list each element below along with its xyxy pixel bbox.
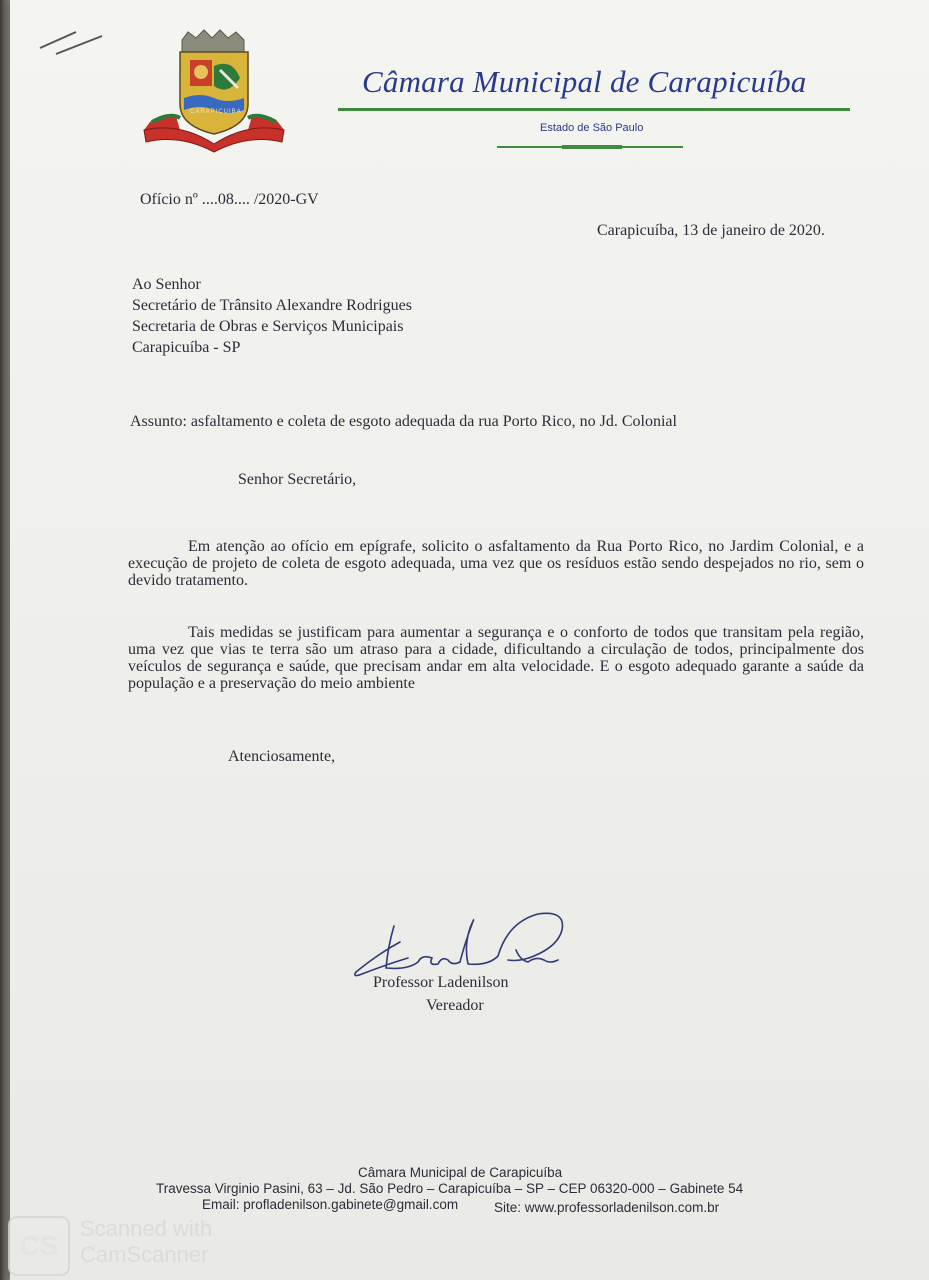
letter-date: Carapicuíba, 13 de janeiro de 2020. — [597, 222, 825, 239]
signatory-role: Vereador — [426, 997, 484, 1014]
watermark-line: CamScanner — [80, 1242, 209, 1267]
paragraph-text: Em atenção ao ofício em epígrafe, solicito o asfaltamento da Rua Porto Rico, no Jardim Colonial, e a execução de projeto de coleta de esgoto adequada, uma vez que os resíduos estão sendo despejados no rio, sem o devido tratamento. — [128, 538, 864, 589]
body-paragraph-1 — [128, 538, 864, 589]
city-coat-of-arms — [140, 26, 290, 154]
header-subrule-accent — [562, 145, 622, 149]
header-title: Câmara Municipal de Carapicuíba — [362, 64, 807, 99]
footer-site: Site: www.professorladenilson.com.br — [494, 1200, 720, 1215]
pen-mark — [38, 28, 108, 58]
recipient-line: Secretaria de Obras e Serviços Municipais — [132, 318, 404, 335]
header-subtitle: Estado de São Paulo — [540, 122, 644, 134]
letter-reference: Ofício nº ....08.... /2020-GV — [140, 191, 319, 208]
camscanner-watermark — [80, 1216, 212, 1268]
letter-subject: Assunto: asfaltamento e coleta de esgoto adequada da rua Porto Rico, no Jd. Colonial — [130, 413, 677, 430]
recipient-line: Ao Senhor — [132, 276, 201, 293]
recipient-block — [132, 274, 412, 358]
seal-banner-text: CARAPICUIBA — [190, 109, 242, 115]
recipient-line: Secretário de Trânsito Alexandre Rodrigues — [132, 297, 412, 314]
body-paragraph-2 — [128, 624, 864, 692]
signatory-name: Professor Ladenilson — [373, 974, 509, 991]
footer-org: Câmara Municipal de Carapicuíba — [358, 1165, 563, 1180]
letter-closing: Atenciosamente, — [228, 748, 336, 765]
camscanner-logo-icon: CS — [8, 1216, 70, 1276]
recipient-line: Carapicuíba - SP — [132, 339, 241, 356]
watermark-line: Scanned with — [80, 1216, 213, 1241]
header-rule — [338, 108, 850, 111]
letter-page — [10, 0, 929, 1280]
paragraph-text: Tais medidas se justificam para aumentar a segurança e o conforto de todos que transitam pela região, uma vez que vias te terra são um atraso para a cidade, dificultando a circulação de todos, principalmente dos veículos de segurança e saúde, que precisam andar em alta velocidade. E o esgoto adequado garante a saúde da população e a preservação do meio ambiente — [128, 624, 864, 692]
letter-salutation: Senhor Secretário, — [238, 471, 357, 488]
footer-email: Email: profladenilson.gabinete@gmail.com — [202, 1197, 459, 1212]
footer-address: Travessa Virginio Pasini, 63 – Jd. São Pedro – Carapicuíba – SP – CEP 06320-000 – Gabinete 54 — [156, 1181, 744, 1196]
